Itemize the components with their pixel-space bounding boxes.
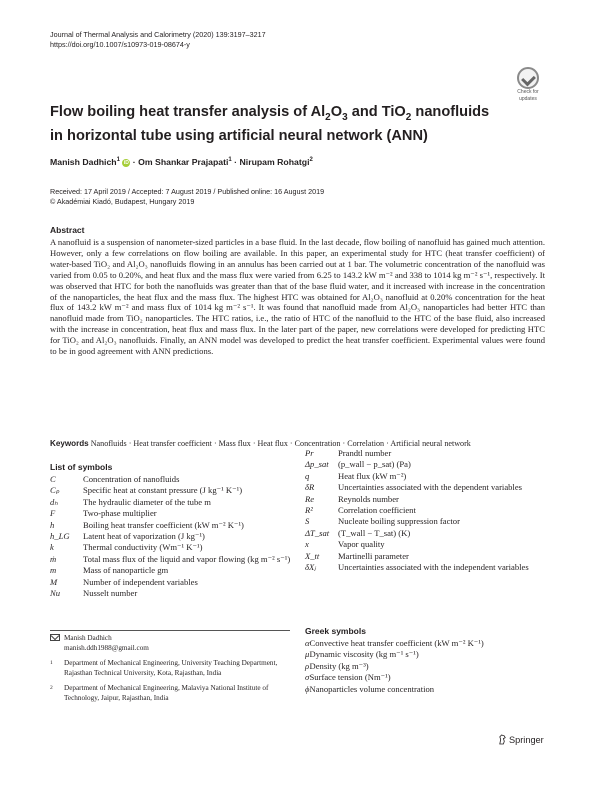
abstract-text: A nanofluid is a suspension of nanometer-sized particles in a base fluid. In the last decade, flow boiling of nanofluid has gained much attention. However, only a few correlations on flow boiling are available. In this paper, an experimental study for HTC (heat transfer coefficient) of water-based TiO₂ and Al₂O₃ nanofluids flowing in an annulus has been carried out at 1 bar. The volumetric concentration of the nanofluid was varied from 0.05 to 0.20%, and heat flux and the mass flux were varied from 6.25 to 143.2 kW m⁻² and 338 to 1014 kg m⁻² s⁻¹, respectively. It was observed that HTC for both the nanofluids was greater than that of the base fluid water, and it increased with increase in the concentration of the nanoparticles, the heat flux and the mass flux. The highest HTC was obtained for Al₂O₃ nanofluid at 0.20% concentration for the heat flux of 143.2 kW m⁻² and mass flux of 1014 kg m⁻² s⁻¹. It was found that nanofluid made from Al₂O₃ nanoparticles had better HTC than nanofluid made from TiO₂ nanoparticles. The HTC ratios, i.e., the ratio of HTC of the nanofluid to the HTC of the base fluid, also increased with the increase in concentration, heat flux and mass flux. In the later part of the paper, new correlations were developed for predicting HTC for TiO₂ and Al₂O₃ nanofluids. Finally, an ANN model was developed to predict the heat transfer coefficient. Experimental values were found to be in good agreement with ANN predictions.: [50, 237, 545, 357]
symbol: ṁ: [50, 553, 57, 564]
symbol-definition: Vapor quality: [338, 539, 385, 550]
author-1[interactable]: Manish Dadhich: [50, 157, 117, 167]
symbol-row: [50, 554, 323, 565]
symbol-definition: Mass of nanoparticle gm: [83, 565, 169, 576]
symbol-definition: Two-phase multiplier: [83, 508, 157, 519]
symbol-definition: Martinelli parameter: [338, 550, 409, 561]
symbol-row: [305, 448, 578, 459]
symbol-definition: Nucleate boiling suppression factor: [338, 516, 460, 527]
symbol-row: [305, 505, 578, 516]
symbol-definition: Correlation coefficient: [338, 505, 416, 516]
symbol-row: [305, 649, 484, 660]
symbol-row: [50, 474, 323, 485]
symbol: dₕ: [50, 496, 58, 507]
symbols-table-right: [305, 448, 578, 573]
author-list: Manish Dadhich$^1$ iD · Om Shankar Prajapati$^1$ · Nirupam Rohatgi$^2$: [50, 157, 313, 167]
symbol-definition: Dynamic viscosity (kg m⁻¹ s⁻¹): [309, 649, 419, 660]
symbol: C: [50, 474, 56, 484]
symbol-row: [305, 539, 578, 550]
symbol: Re: [305, 493, 315, 504]
contact-block: [50, 634, 290, 703]
symbols-heading: List of symbols: [50, 462, 113, 472]
greek-table: [305, 638, 484, 695]
symbol-definition: Specific heat at constant pressure (J kg⁻¹ K⁻¹): [83, 485, 243, 496]
author-2[interactable]: Om Shankar Prajapati: [138, 157, 229, 167]
symbol: α: [305, 638, 310, 648]
symbol-row: [305, 528, 578, 539]
symbol-row: [50, 520, 323, 531]
symbol: X_tt: [305, 550, 320, 561]
orcid-icon[interactable]: iD: [123, 160, 129, 166]
symbol: q: [305, 470, 310, 481]
symbol-row: [50, 508, 323, 519]
symbol: δR: [305, 482, 315, 493]
footnote-rule: [50, 630, 290, 631]
greek-symbols: [305, 626, 484, 695]
envelope-icon: [50, 634, 60, 641]
symbol-row: [50, 531, 323, 542]
symbol-definition: Number of independent variables: [83, 576, 198, 587]
symbol: Pr: [305, 448, 314, 458]
symbol: x: [305, 539, 309, 550]
title-line1: Flow boiling heat transfer analysis of $Al_2O_3$ and TiO$_2$ nanofluids: [50, 104, 490, 123]
doi-link[interactable]: https://doi.org/10.1007/s10973-019-08674-y: [50, 39, 190, 49]
symbol-definition: Uncertainties associated with the independent variables: [338, 562, 529, 573]
badge-line1: Check for: [517, 89, 539, 95]
symbol: δXⱼ: [305, 562, 316, 573]
symbol: Δp_sat: [305, 459, 329, 470]
author-email[interactable]: manish.ddh1988@gmail.com: [64, 643, 149, 652]
symbol-definition: Total mass flux of the liquid and vapor flowing (kg m⁻² s⁻¹): [83, 553, 291, 564]
symbol-definition: Nusselt number: [83, 588, 138, 599]
symbol-row: [305, 482, 578, 493]
springer-logo: Springer: [498, 734, 544, 745]
affiliation-2: 2 Department of Mechanical Engineering, Malaviya National Institute of Technology, Jaipur, Rajasthan, India: [50, 684, 269, 702]
symbol: S: [305, 516, 310, 527]
symbol-row: [305, 551, 578, 562]
symbols-left: [50, 462, 323, 599]
paper-title: [50, 103, 500, 145]
symbol: ρ: [305, 660, 310, 671]
affiliation-1: 1 Department of Mechanical Engineering, University Teaching Department, Rajasthan Technical University, Kota, Rajasthan, India: [50, 659, 278, 677]
symbol-definition: Surface tension (Nm⁻¹): [309, 672, 391, 683]
symbol: μ: [305, 649, 310, 660]
symbols-table-left: [50, 474, 323, 599]
symbol-row: [305, 672, 484, 683]
symbol-row: [50, 497, 323, 508]
symbol-row: [305, 494, 578, 505]
symbol-definition: Heat flux (kW m⁻²): [338, 470, 407, 481]
journal-citation: Journal of Thermal Analysis and Calorimetry (2020) 139:3197–3217: [50, 30, 266, 39]
symbol-row: [305, 516, 578, 527]
springer-horse-icon: [498, 734, 507, 745]
symbol-definition: Nanoparticles volume concentration: [309, 683, 435, 694]
symbol-row: [50, 588, 323, 599]
symbol-definition: Uncertainties associated with the dependent variables: [338, 482, 522, 493]
symbol-definition: Density (kg m⁻³): [309, 660, 369, 671]
symbol-definition: (T_wall − T_sat) (K): [338, 527, 411, 538]
symbol-row: [50, 542, 323, 553]
symbol: F: [50, 508, 56, 519]
keywords-label: Keywords: [50, 439, 89, 448]
check-updates-icon: [517, 67, 539, 89]
symbol-row: [50, 577, 323, 588]
symbol-definition: Convective heat transfer coefficient (kW m⁻² K⁻¹): [309, 638, 484, 648]
symbol-definition: Thermal conductivity (Wm⁻¹ K⁻¹): [83, 542, 203, 553]
abstract-heading: Abstract: [50, 225, 85, 235]
publication-dates: [50, 187, 324, 207]
symbols-right: [305, 448, 578, 573]
symbol-definition: (p_wall − p_sat) (Pa): [338, 459, 411, 470]
symbol: M: [50, 576, 58, 587]
symbol: R²: [305, 505, 313, 516]
symbol-row: [305, 684, 484, 695]
symbol-row: [305, 471, 578, 482]
badge-line2: updates: [519, 95, 537, 102]
symbol-definition: Boiling heat transfer coefficient (kW m⁻² K⁻¹): [83, 519, 244, 530]
corresponding-author: Manish Dadhich: [50, 634, 290, 644]
symbol: σ: [305, 672, 310, 683]
symbol-definition: Latent heat of vaporization (J kg⁻¹): [83, 531, 205, 542]
symbol-definition: Reynolds number: [338, 493, 399, 504]
symbol-row: [50, 565, 323, 576]
symbol-definition: Concentration of nanofluids: [83, 474, 180, 484]
keywords-text: Nanofluids · Heat transfer coefficient · Mass flux · Heat flux · Concentration · Correlation · Artificial neural network: [88, 439, 471, 448]
title-line2: in horizontal tube using artificial neural network (ANN): [50, 127, 428, 144]
copyright-line: © Akadémiai Kiadó, Budapest, Hungary 2019: [50, 197, 195, 206]
symbol: ΔT_sat: [305, 527, 330, 538]
check-for-updates-badge[interactable]: [510, 67, 546, 107]
symbol-definition: Prandtl number: [338, 448, 392, 458]
symbol-row: [305, 638, 484, 649]
symbol-definition: The hydraulic diameter of the tube m: [83, 496, 211, 507]
greek-heading: Greek symbols: [305, 626, 366, 636]
symbol-row: [305, 661, 484, 672]
symbol: m: [50, 565, 57, 576]
symbol: h_LG: [50, 531, 70, 542]
dates-line: Received: 17 April 2019 / Accepted: 7 August 2019 / Published online: 16 August 2019: [50, 187, 325, 196]
symbol: Nu: [50, 588, 61, 599]
author-3[interactable]: Nirupam Rohatgi: [239, 157, 310, 167]
journal-header: [50, 30, 266, 49]
symbol: h: [50, 519, 55, 530]
symbol-row: [305, 459, 578, 470]
symbol: ϕ: [305, 683, 310, 694]
symbol: Cₚ: [50, 485, 60, 496]
symbol-row: [305, 562, 578, 573]
symbol: k: [50, 542, 54, 553]
symbol-row: [50, 485, 323, 496]
